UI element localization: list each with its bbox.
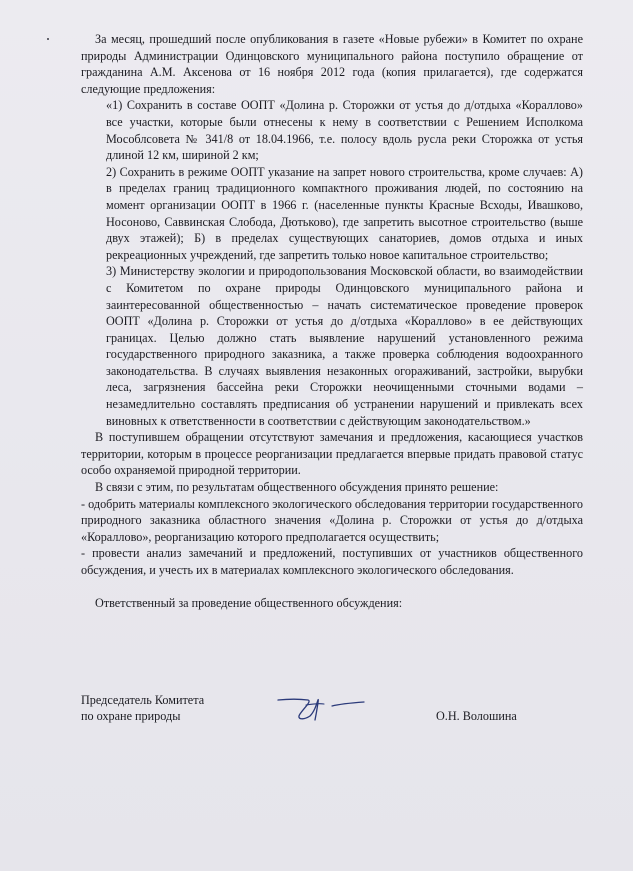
proposal-2-paragraph: 2) Сохранить в режиме ООПТ указание на запрет нового строительства, кроме случаев: А) в пределах границ традиционного компактного проживания людей, по состоянию на момент организации ООПТ в 1966 г. (населенные пункты Красные Всходы, Ивашково, Носоново, Саввинская Слобода, Дютьково), где запретить высотное строительство (выше двух этажей); Б) в пределах существующих санаториев, домов отдыха и иных рекреационных учреждений, где запретить только новое капитальное строительство; <box>106 164 583 262</box>
decision-1-paragraph: - одобрить материалы комплексного экологического обследования территории государственного природного заказника областного значения «Долина р. Сторожки от устья до д/отдыха «Кораллово», реорганизацию которого предполагается осуществить; <box>81 496 583 544</box>
document-body <box>81 31 583 611</box>
proposal-1-paragraph: «1) Сохранить в составе ООПТ «Долина р. Сторожки от устья до д/отдыха «Кораллово» все участки, которые были отнесены к нему в соответствии с Решением Исполкома Мособлсовета № 341/8 от 18.04.1966, т.е. полосу вдоль русла реки Сторожка от устья длиной 12 км, шириной 2 км; <box>106 98 583 163</box>
decision-2-paragraph: - провести анализ замечаний и предложений, поступивших от участников общественного обсуждения, и учесть их в материалах комплексного экологического обследования. <box>81 546 583 577</box>
signature-block <box>81 692 583 724</box>
decision-intro-paragraph: В связи с этим, по результатам общественного обсуждения принято решение: <box>95 480 499 495</box>
signer-title-line-1: Председатель Комитета <box>81 693 205 707</box>
proposal-3-paragraph: 3) Министерству экологии и природопользования Московской области, во взаимодействии с Комитетом по охране природы Одинцовского муниципального района и заинтересованной общественностью – начать систематическое проведение проверок ООПТ «Долина р. Сторожки от устья до д/отдыха «Кораллово» в ее действующих границах. Целью должно стать выявление нарушений установленного режима государственного природного заказника, а также проверка соблюдения водоохранного законодательства. В случаях выявления незаконных огораживаний, застройки, вырубки леса, загрязнения бассейна реки Сторожки неочищенными сточными водами – незамедлительно составлять предписания об устранении нарушений и привлекать всех виновных к ответственности в соответствии с действующим законодательством.» <box>106 264 583 428</box>
no-remarks-paragraph: В поступившем обращении отсутствуют замечания и предложения, касающиеся участков территории, которым в процессе реорганизации предлагается впервые придать правовой статус особо охраняемой природной территории. <box>81 430 583 478</box>
scan-dot-mark <box>47 38 49 40</box>
signer-title-line-2: по охране природы <box>81 709 181 723</box>
intro-paragraph: За месяц, прошедший после опубликования в газете «Новые рубежи» в Комитет по охране природы Администрации Одинцовского муниципального района поступило обращение от гражданина А.М. Аксенова от 16 ноября 2012 года (копия прилагается), где содержатся следующие предложения: <box>81 32 583 96</box>
signer-name: О.Н. Волошина <box>436 709 517 723</box>
citizen-proposals-quote <box>81 97 583 429</box>
handwritten-signature <box>274 690 369 728</box>
responsible-paragraph: Ответственный за проведение общественного обсуждения: <box>95 595 403 610</box>
